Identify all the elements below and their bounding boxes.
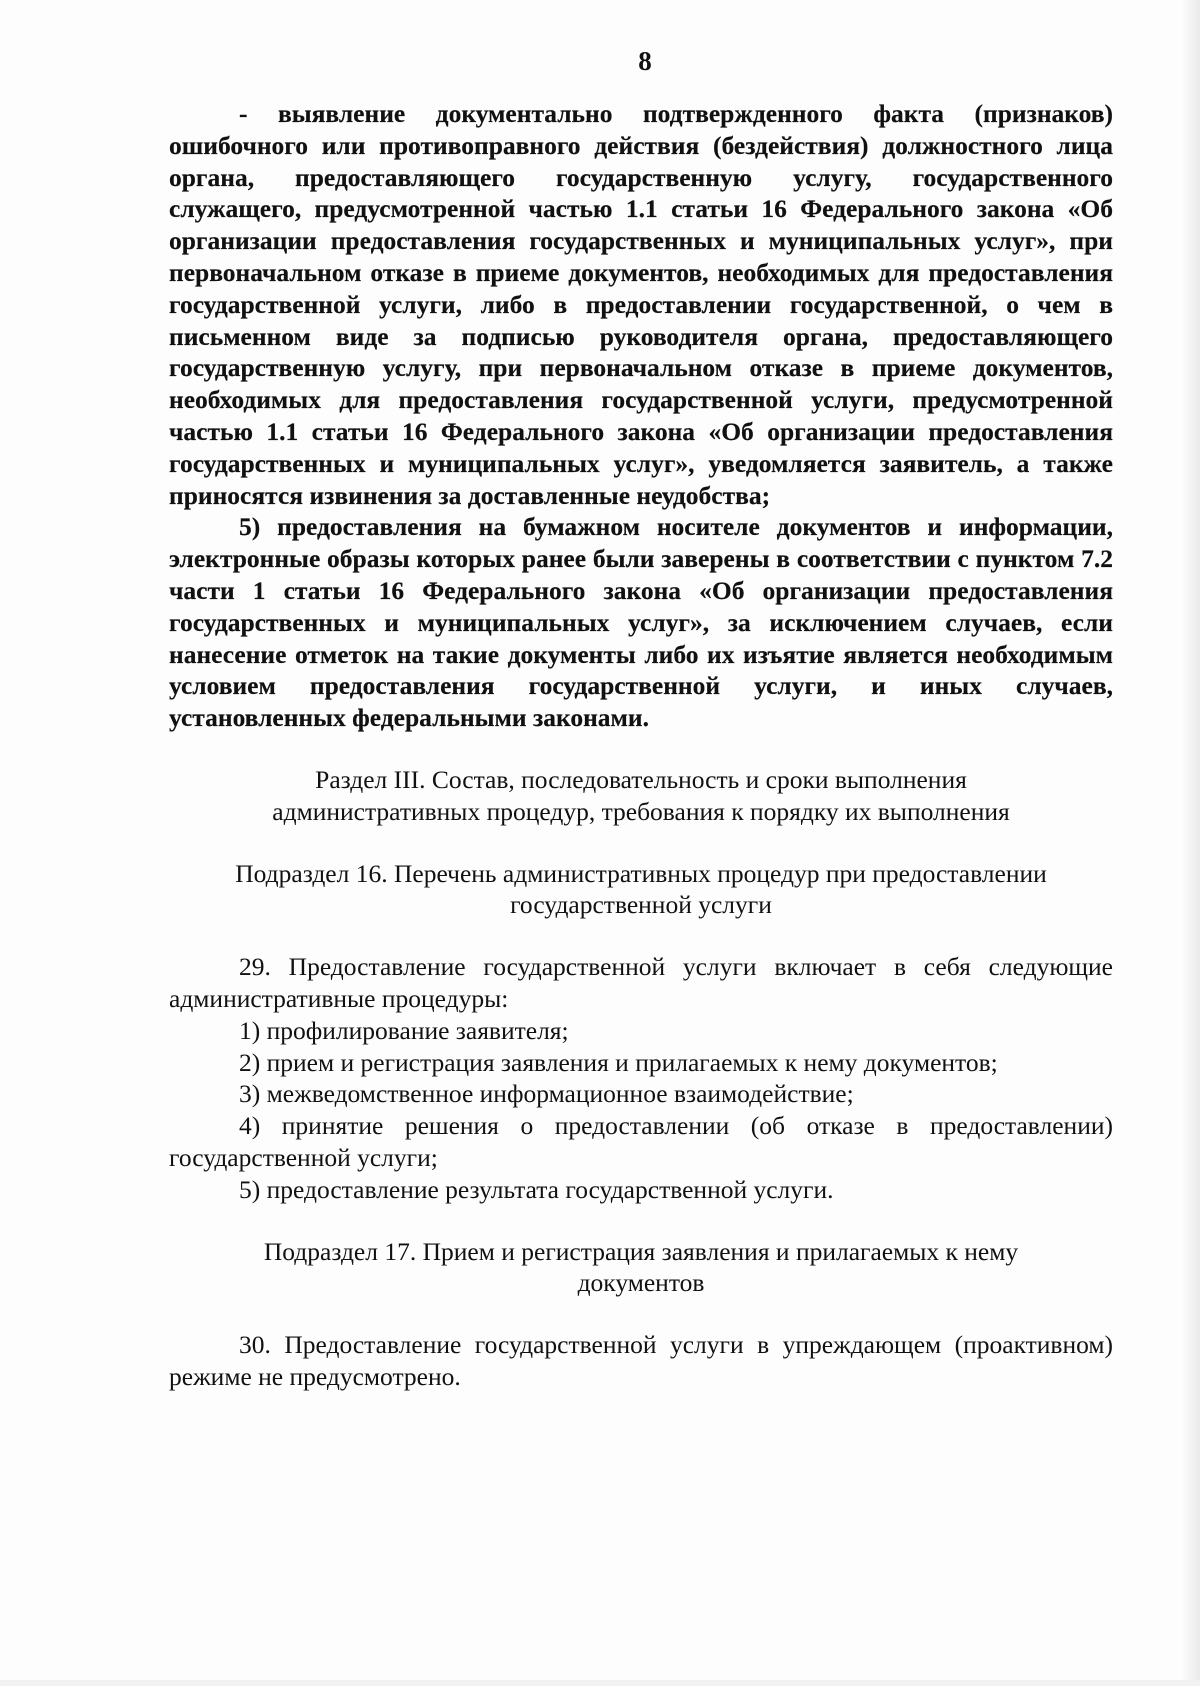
item-30: 30. Предоставление государственной услуги в упреждающем (проактивном) режиме не предусмотрено.	[169, 1330, 1113, 1391]
spacer	[169, 734, 1113, 764]
section-heading-line1: Раздел III. Состав, последовательность и сроки выполнения	[315, 764, 967, 794]
spacer	[169, 1206, 1113, 1236]
list-item-reception: 2) прием и регистрация заявления и прилагаемых к нему документов;	[239, 1047, 998, 1077]
spacer	[169, 921, 1113, 951]
list-item-profiling: 1) профилирование заявителя;	[239, 1015, 569, 1045]
spacer	[169, 1299, 1113, 1329]
spacer	[169, 828, 1113, 858]
subsection-16-heading-line2: государственной услуги	[510, 890, 772, 920]
subsection-17-heading-line1: Подраздел 17. Прием и регистрация заявления и прилагаемых к нему	[263, 1236, 1019, 1266]
paragraph-item-5: 5) предоставления на бумажном носителе документов и информации, электронные образы которых ранее были заверены в соответствии с пунктом 7.2 части 1 статьи 16 Федерального закона «Об организации предоставления государственных и муниципальных услуг», за исключением случаев, если нанесение отметок на такие документы либо их изъятие является необходимым условием предоставления государственной услуги, и иных случаев, установленных федеральными законами.	[169, 512, 1113, 733]
page-number: 8	[638, 46, 652, 76]
list-item-result: 5) предоставление результата государственной услуги.	[239, 1174, 834, 1204]
scan-bottom-edge	[0, 1680, 1200, 1686]
subsection-17-heading-line2: документов	[577, 1268, 705, 1298]
document-body	[169, 98, 1113, 1393]
scan-edge-shadow	[1182, 0, 1200, 1686]
paragraph-violation-fact: - выявление документально подтвержденного факта (признаков) ошибочного или противоправного действия (бездействия) должностного лица органа, предоставляющего государственную услугу, государственного служащего, предусмотренной частью 1.1 статьи 16 Федерального закона «Об организации предоставления государственных и муниципальных услуг», при первоначальном отказе в приеме документов, необходимых для предоставления государственной услуги, либо в предоставлении государственной, о чем в письменном виде за подписью руководителя органа, предоставляющего государственную услугу, при первоначальном отказе в приеме документов, необходимых для предоставления государственной услуги, предусмотренной частью 1.1 статьи 16 Федерального закона «Об организации предоставления государственных и муниципальных услуг», уведомляется заявитель, а также приносятся извинения за доставленные неудобства;	[169, 99, 1113, 510]
list-item-decision: 4) принятие решения о предоставлении (об отказе в предоставлении) государственной услуги;	[169, 1111, 1113, 1172]
item-29-intro: 29. Предоставление государственной услуги включает в себя следующие административные процедуры:	[169, 952, 1113, 1013]
subsection-16-heading-line1: Подраздел 16. Перечень административных процедур при предоставлении	[235, 858, 1047, 888]
list-item-interagency: 3) межведомственное информационное взаимодействие;	[239, 1079, 854, 1109]
section-heading-line2: административных процедур, требования к порядку их выполнения	[272, 796, 1010, 826]
